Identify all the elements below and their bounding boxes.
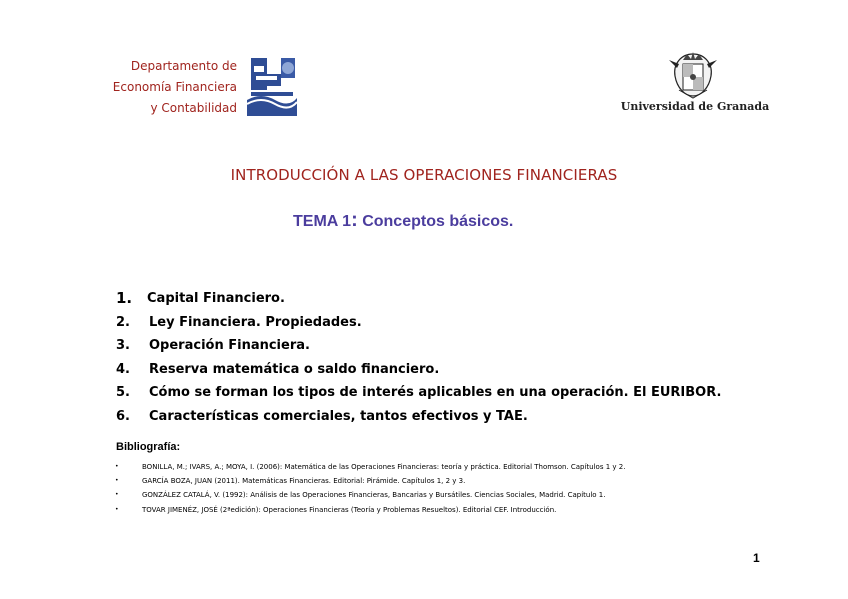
toc-text: Reserva matemática o saldo financiero. xyxy=(149,361,440,377)
table-of-contents xyxy=(116,287,721,429)
toc-text: Capital Financiero. xyxy=(147,291,285,306)
bullet-icon: • xyxy=(115,463,119,470)
department-line-3: y Contabilidad xyxy=(150,101,237,115)
bibliography-text: GONZÁLEZ CATALÁ, V. (1992): Análisis de las Operaciones Financieras, Bancarias y Bursátiles. Ciencias Sociales, Madrid. Capítulo 1. xyxy=(142,491,606,500)
bibliography-item xyxy=(115,460,625,474)
department-name xyxy=(96,56,237,119)
topic-rest: Conceptos básicos. xyxy=(357,213,514,230)
university-name: Universidad de Granada xyxy=(620,100,770,113)
toc-number: 2. xyxy=(116,314,130,330)
toc-item xyxy=(116,334,721,358)
toc-number: 5. xyxy=(116,385,130,401)
university-crest xyxy=(667,50,719,100)
toc-item xyxy=(116,287,721,311)
bibliography-item xyxy=(115,503,625,517)
toc-text: Ley Financiera. Propiedades. xyxy=(149,314,362,330)
bullet-icon: • xyxy=(115,477,119,485)
page-number: 1 xyxy=(753,551,760,565)
topic-colon: : xyxy=(351,209,358,231)
toc-item xyxy=(116,405,721,429)
bibliography-text: BONILLA, M.; IVARS, A.; MOYA, I. (2006): Matemática de las Operaciones Financieras: teoría y práctica. Editorial Thomson. Capítulos 1 y 2. xyxy=(142,463,626,471)
department-line-2: Economía Financiera xyxy=(112,80,237,94)
bibliography-text: GARCÍA BOZA, JUAN (2011). Matemáticas Financieras. Editorial: Pirámide. Capítulos 1, 2 y 3. xyxy=(142,477,466,486)
toc-number: 4. xyxy=(116,361,130,377)
bibliography-text: TOVAR JIMENÉZ, JOSÉ (2ªedición): Operaciones Financieras (Teoría y Problemas Resueltos). Editorial CEF. Introducción. xyxy=(142,505,557,514)
toc-number: 6. xyxy=(116,408,130,424)
toc-text: Características comerciales, tantos efectivos y TAE. xyxy=(149,408,528,424)
bullet-icon: • xyxy=(115,505,119,513)
toc-number: 3. xyxy=(116,338,130,354)
topic-prefix: TEMA 1 xyxy=(293,213,352,230)
topic-title xyxy=(293,209,513,232)
toc-number: 1. xyxy=(116,289,133,307)
toc-item xyxy=(116,311,721,335)
bibliography-title: Bibliografía: xyxy=(116,441,181,453)
toc-item xyxy=(116,381,721,405)
bibliography-list xyxy=(115,460,625,517)
bullet-icon: • xyxy=(115,491,119,499)
bibliography-item xyxy=(115,474,625,488)
department-logo xyxy=(247,52,297,116)
department-line-1: Departamento de xyxy=(130,59,237,73)
toc-text: Cómo se forman los tipos de interés aplicables en una operación. El EURIBOR. xyxy=(149,385,722,401)
bibliography-item xyxy=(115,488,625,502)
toc-item xyxy=(116,358,721,382)
main-title: INTRODUCCIÓN A LAS OPERACIONES FINANCIERAS xyxy=(230,166,618,184)
toc-text: Operación Financiera. xyxy=(149,338,310,354)
